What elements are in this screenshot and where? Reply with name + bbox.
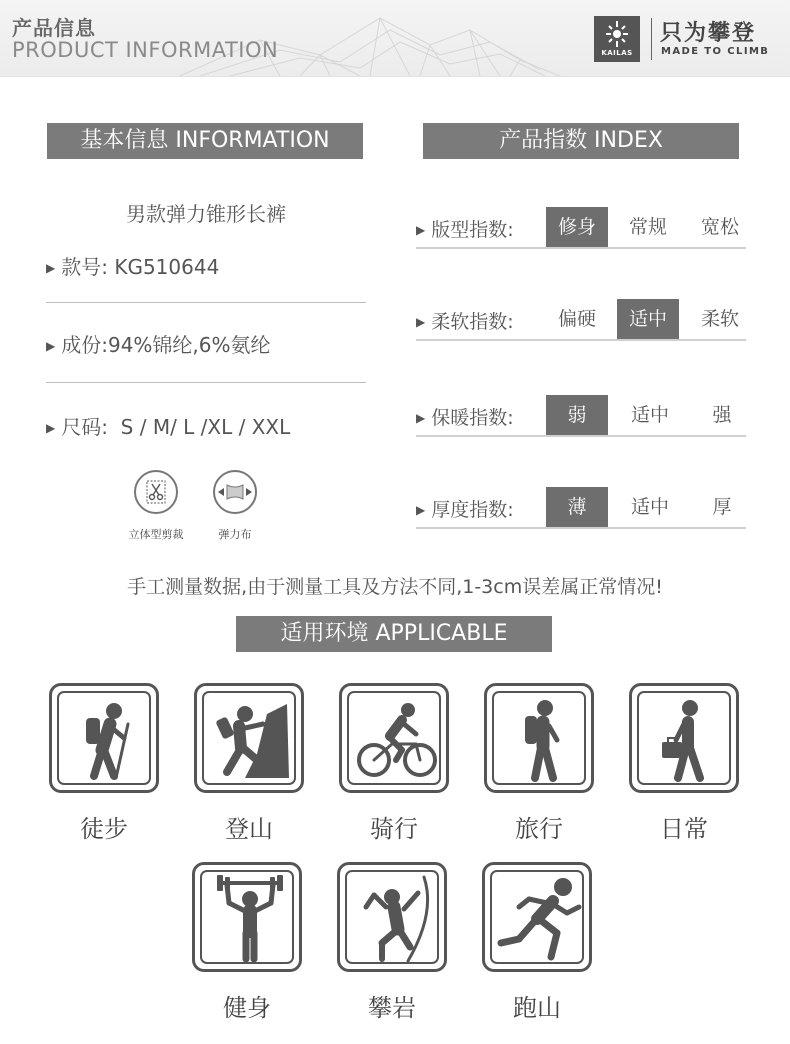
arrow-right-icon: ▶: [416, 315, 426, 329]
stretch-fabric-icon: [213, 470, 257, 514]
applicable-heading: 适用环境 APPLICABLE: [236, 616, 552, 652]
activity-label: 旅行: [515, 815, 563, 843]
index-option: 适中: [630, 404, 669, 426]
index-label: ▶ 厚度指数:: [416, 499, 514, 521]
index-option: 适中: [617, 299, 679, 339]
activity-label: 日常: [660, 815, 708, 843]
activity-cycling: [339, 683, 449, 844]
activity-daily: [629, 683, 739, 844]
model-line: [46, 251, 219, 280]
divider: [46, 382, 366, 383]
sun-mountain-icon: [594, 16, 640, 50]
index-option: 偏硬: [557, 308, 596, 330]
index-option: 厚: [712, 496, 732, 518]
material-text: 成份:94%锦纶,6%氨纶: [61, 333, 271, 357]
size-line: [46, 411, 290, 440]
index-option: 强: [712, 404, 732, 426]
climbing-icon: [348, 873, 442, 967]
brand-name: KAILAS: [601, 49, 633, 57]
index-label: ▶ 版型指数:: [416, 219, 514, 241]
feature-3d-cut: [120, 470, 192, 542]
hiking-icon: [60, 694, 154, 788]
index-row-warmth: [416, 395, 746, 437]
activity-hiking: [49, 683, 159, 844]
brand-logo: [594, 16, 640, 62]
activity-travel: [484, 683, 594, 844]
material-line: [46, 329, 271, 358]
arrow-right-icon: ▶: [416, 223, 426, 237]
mountaineering-icon: [205, 694, 299, 788]
activity-label: 徒步: [80, 815, 128, 843]
travel-icon: [495, 694, 589, 788]
header-subtitle: PRODUCT INFORMATION: [12, 38, 279, 62]
activity-label: 健身: [223, 994, 271, 1022]
brand-slogan-en: MADE TO CLIMB: [661, 46, 770, 57]
index-option: 柔软: [700, 308, 739, 330]
feature-label: 立体型剪裁: [128, 528, 184, 541]
feature-stretch-fabric: [199, 470, 271, 542]
product-name: 男款弹力锥形长裤: [126, 202, 286, 226]
daily-icon: [640, 694, 734, 788]
header-title: 产品信息: [12, 16, 96, 40]
measurement-note: 手工测量数据,由于测量工具及方法不同,1-3cm误差属正常情况!: [127, 576, 663, 598]
arrow-right-icon: ▶: [416, 503, 426, 517]
index-option: 适中: [630, 496, 669, 518]
activity-trail-running: [482, 862, 592, 1023]
activity-mountaineering: [194, 683, 304, 844]
activity-fitness: [192, 862, 302, 1023]
scissors-icon: [134, 470, 178, 514]
size-text: 尺码: S / M/ L /XL / XXL: [61, 415, 291, 439]
index-option: 弱: [546, 395, 608, 435]
index-option: 常规: [628, 216, 667, 238]
activity-label: 跑山: [513, 994, 561, 1022]
divider: [46, 302, 366, 303]
fitness-icon: [203, 873, 297, 967]
logo-divider: [651, 18, 652, 60]
arrow-right-icon: ▶: [46, 261, 56, 275]
index-label: ▶ 保暖指数:: [416, 407, 514, 429]
index-option: 宽松: [700, 216, 739, 238]
index-row-softness: [416, 299, 746, 341]
activity-label: 攀岩: [368, 994, 416, 1022]
model-text: 款号: KG510644: [61, 255, 220, 279]
info-heading: 基本信息 INFORMATION: [47, 123, 363, 159]
activity-climbing: [337, 862, 447, 1023]
trail-running-icon: [493, 873, 587, 967]
page-header: [0, 0, 790, 77]
arrow-right-icon: ▶: [416, 411, 426, 425]
index-row-fit: [416, 207, 746, 249]
index-label: ▶ 柔软指数:: [416, 311, 514, 333]
index-row-thickness: [416, 487, 746, 529]
activity-label: 登山: [225, 815, 273, 843]
index-option: 修身: [546, 207, 608, 247]
activity-label: 骑行: [370, 815, 418, 843]
brand-slogan: 只为攀登: [660, 21, 757, 46]
arrow-right-icon: ▶: [46, 421, 56, 435]
cycling-icon: [350, 694, 444, 788]
arrow-right-icon: ▶: [46, 339, 56, 353]
index-option: 薄: [546, 487, 608, 527]
feature-label: 弹力布: [218, 528, 252, 541]
index-heading: 产品指数 INDEX: [423, 123, 739, 159]
